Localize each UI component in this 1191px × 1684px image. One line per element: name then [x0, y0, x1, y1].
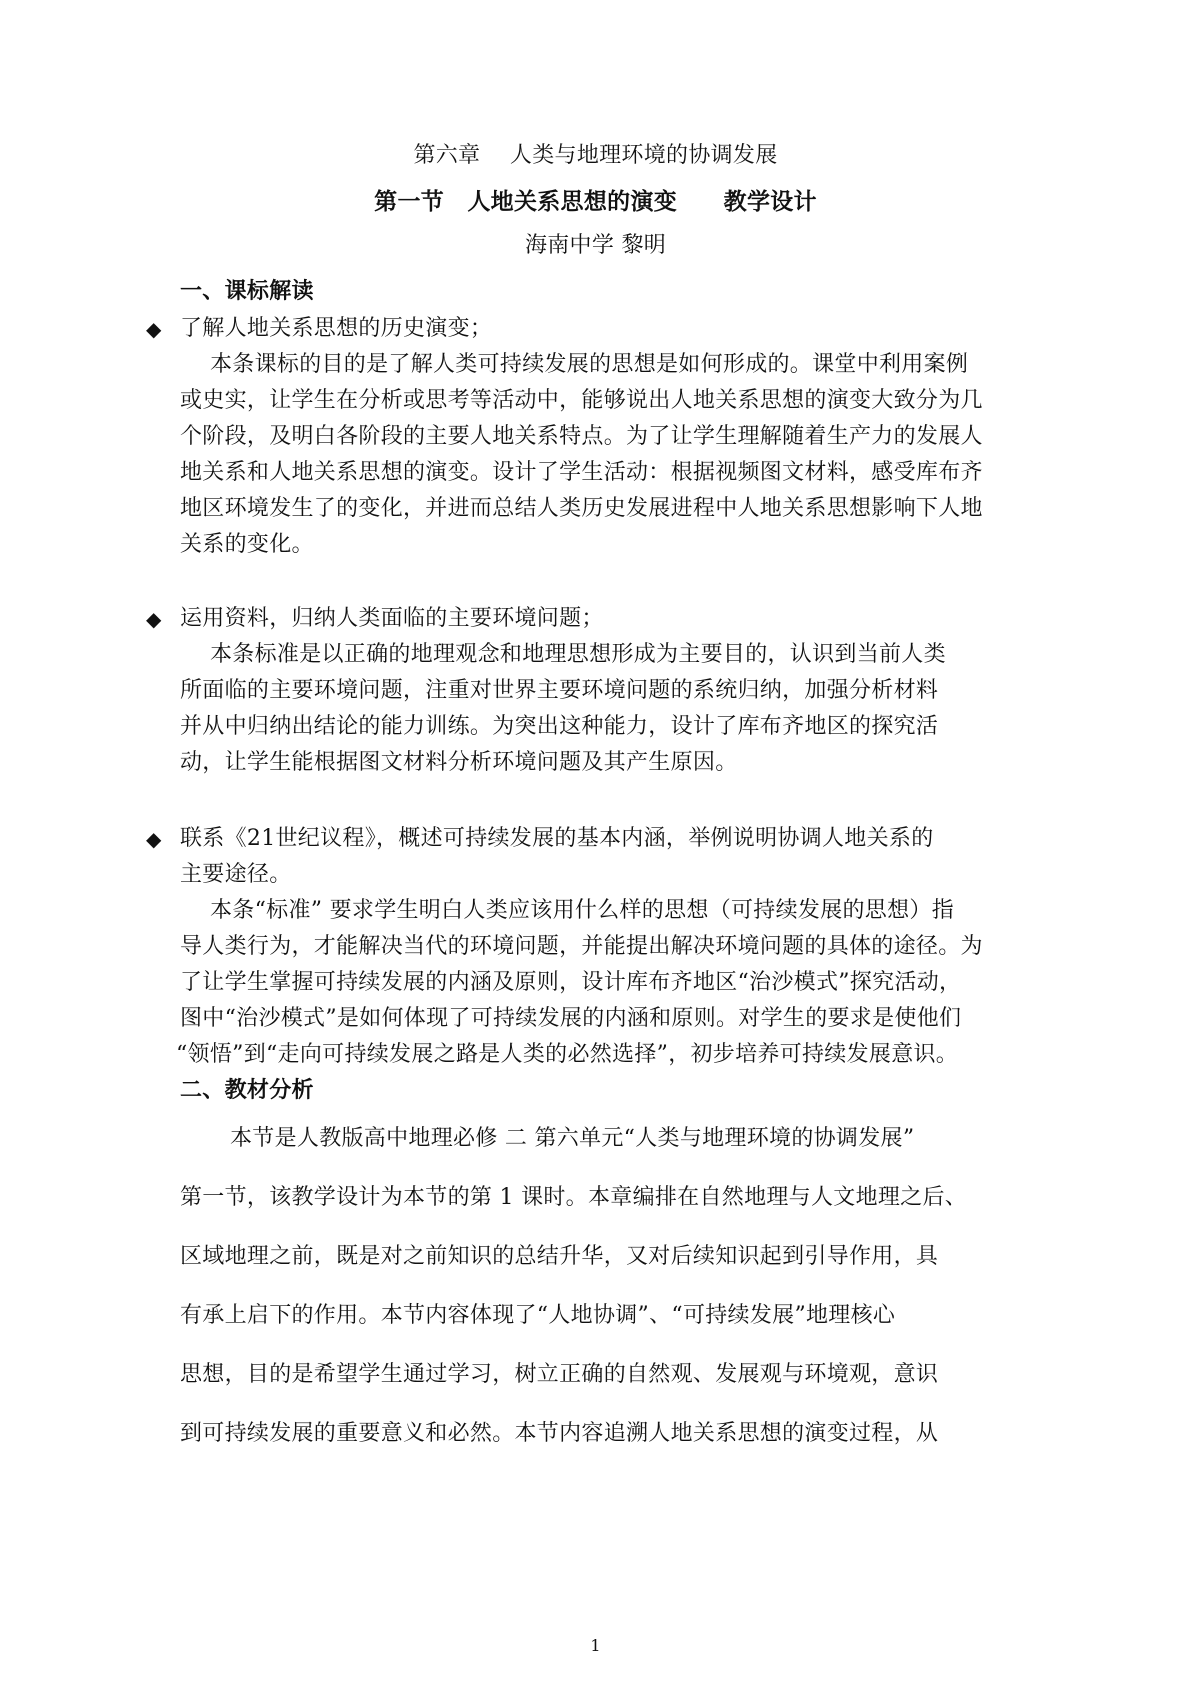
- paragraph-line: 导人类行为，才能解决当代的环境问题，并能提出解决环境问题的具体的途径。为: [180, 934, 983, 959]
- bullet-title: 了解人地关系思想的历史演变；: [180, 316, 493, 341]
- paragraph-line: 本条标准是以正确的地理观念和地理思想形成为主要目的，认识到当前人类: [210, 642, 946, 667]
- paragraph-line: 第一节，该教学设计为本节的第 1 课时。本章编排在自然地理与人文地理之后、: [180, 1185, 968, 1210]
- paragraph-line: 本条课标的目的是了解人类可持续发展的思想是如何形成的。课堂中利用案例: [210, 352, 969, 377]
- paragraph-line: 动，让学生能根据图文材料分析环境问题及其产生原因。: [180, 750, 738, 775]
- section-heading-textbook-analysis: 二、教材分析: [180, 1078, 314, 1103]
- bullet-title: 联系《21世纪议程》，概述可持续发展的基本内涵，举例说明协调人地关系的: [180, 826, 934, 851]
- paragraph-line: 有承上启下的作用。本节内容体现了“人地协调”、“可持续发展”地理核心: [180, 1303, 896, 1328]
- bullet-title: 运用资料，归纳人类面临的主要环境问题；: [180, 606, 604, 631]
- paragraph-line: 个阶段，及明白各阶段的主要人地关系特点。为了让学生理解随着生产力的发展人: [180, 424, 983, 449]
- diamond-bullet-icon: ◆: [146, 607, 162, 631]
- bullet-title-continued: 主要途径。: [180, 862, 292, 887]
- paragraph-line: 图中“治沙模式”是如何体现了可持续发展的内涵和原则。对学生的要求是使他们: [180, 1006, 962, 1031]
- paragraph-line: 地关系和人地关系思想的演变。设计了学生活动：根据视频图文材料，感受库布齐: [180, 460, 983, 485]
- paragraph-line: 所面临的主要环境问题，注重对世界主要环境问题的系统归纳，加强分析材料: [180, 678, 939, 703]
- paragraph-line: “领悟”到“走向可持续发展之路是人类的必然选择”，初步培养可持续发展意识。: [176, 1042, 959, 1067]
- paragraph-line: 思想，目的是希望学生通过学习，树立正确的自然观、发展观与环境观，意识: [180, 1362, 939, 1387]
- section-heading-standards: 一、课标解读: [180, 279, 314, 304]
- diamond-bullet-icon: ◆: [146, 827, 162, 851]
- paragraph-line: 本条“标准” 要求学生明白人类应该用什么样的思想（可持续发展的思想）指: [210, 898, 954, 923]
- author-line: 海南中学 黎明: [524, 233, 667, 258]
- paragraph-line: 并从中归纳出结论的能力训练。为突出这种能力，设计了库布齐地区的探究活: [180, 714, 939, 739]
- paragraph-line: 区域地理之前，既是对之前知识的总结升华，又对后续知识起到引导作用，具: [180, 1244, 939, 1269]
- paragraph-line: 了让学生掌握可持续发展的内涵及原则，设计库布齐地区“治沙模式”探究活动，: [180, 970, 962, 995]
- paragraph-line: 关系的变化。: [180, 532, 314, 557]
- paragraph-line: 地区环境发生了的变化，并进而总结人类历史发展进程中人地关系思想影响下人地: [180, 496, 983, 521]
- paragraph-line: 或史实，让学生在分析或思考等活动中，能够说出人地关系思想的演变大致分为几: [180, 388, 983, 413]
- section-title: 第一节 人地关系思想的演变 教学设计: [374, 189, 817, 215]
- chapter-title: 第六章 人类与地理环境的协调发展: [413, 143, 778, 168]
- paragraph-line: 到可持续发展的重要意义和必然。本节内容追溯人地关系思想的演变过程，从: [180, 1421, 939, 1446]
- page-number: 1: [590, 1636, 601, 1655]
- paragraph-line: 本节是人教版高中地理必修 二 第六单元“人类与地理环境的协调发展”: [230, 1126, 915, 1151]
- diamond-bullet-icon: ◆: [146, 317, 162, 341]
